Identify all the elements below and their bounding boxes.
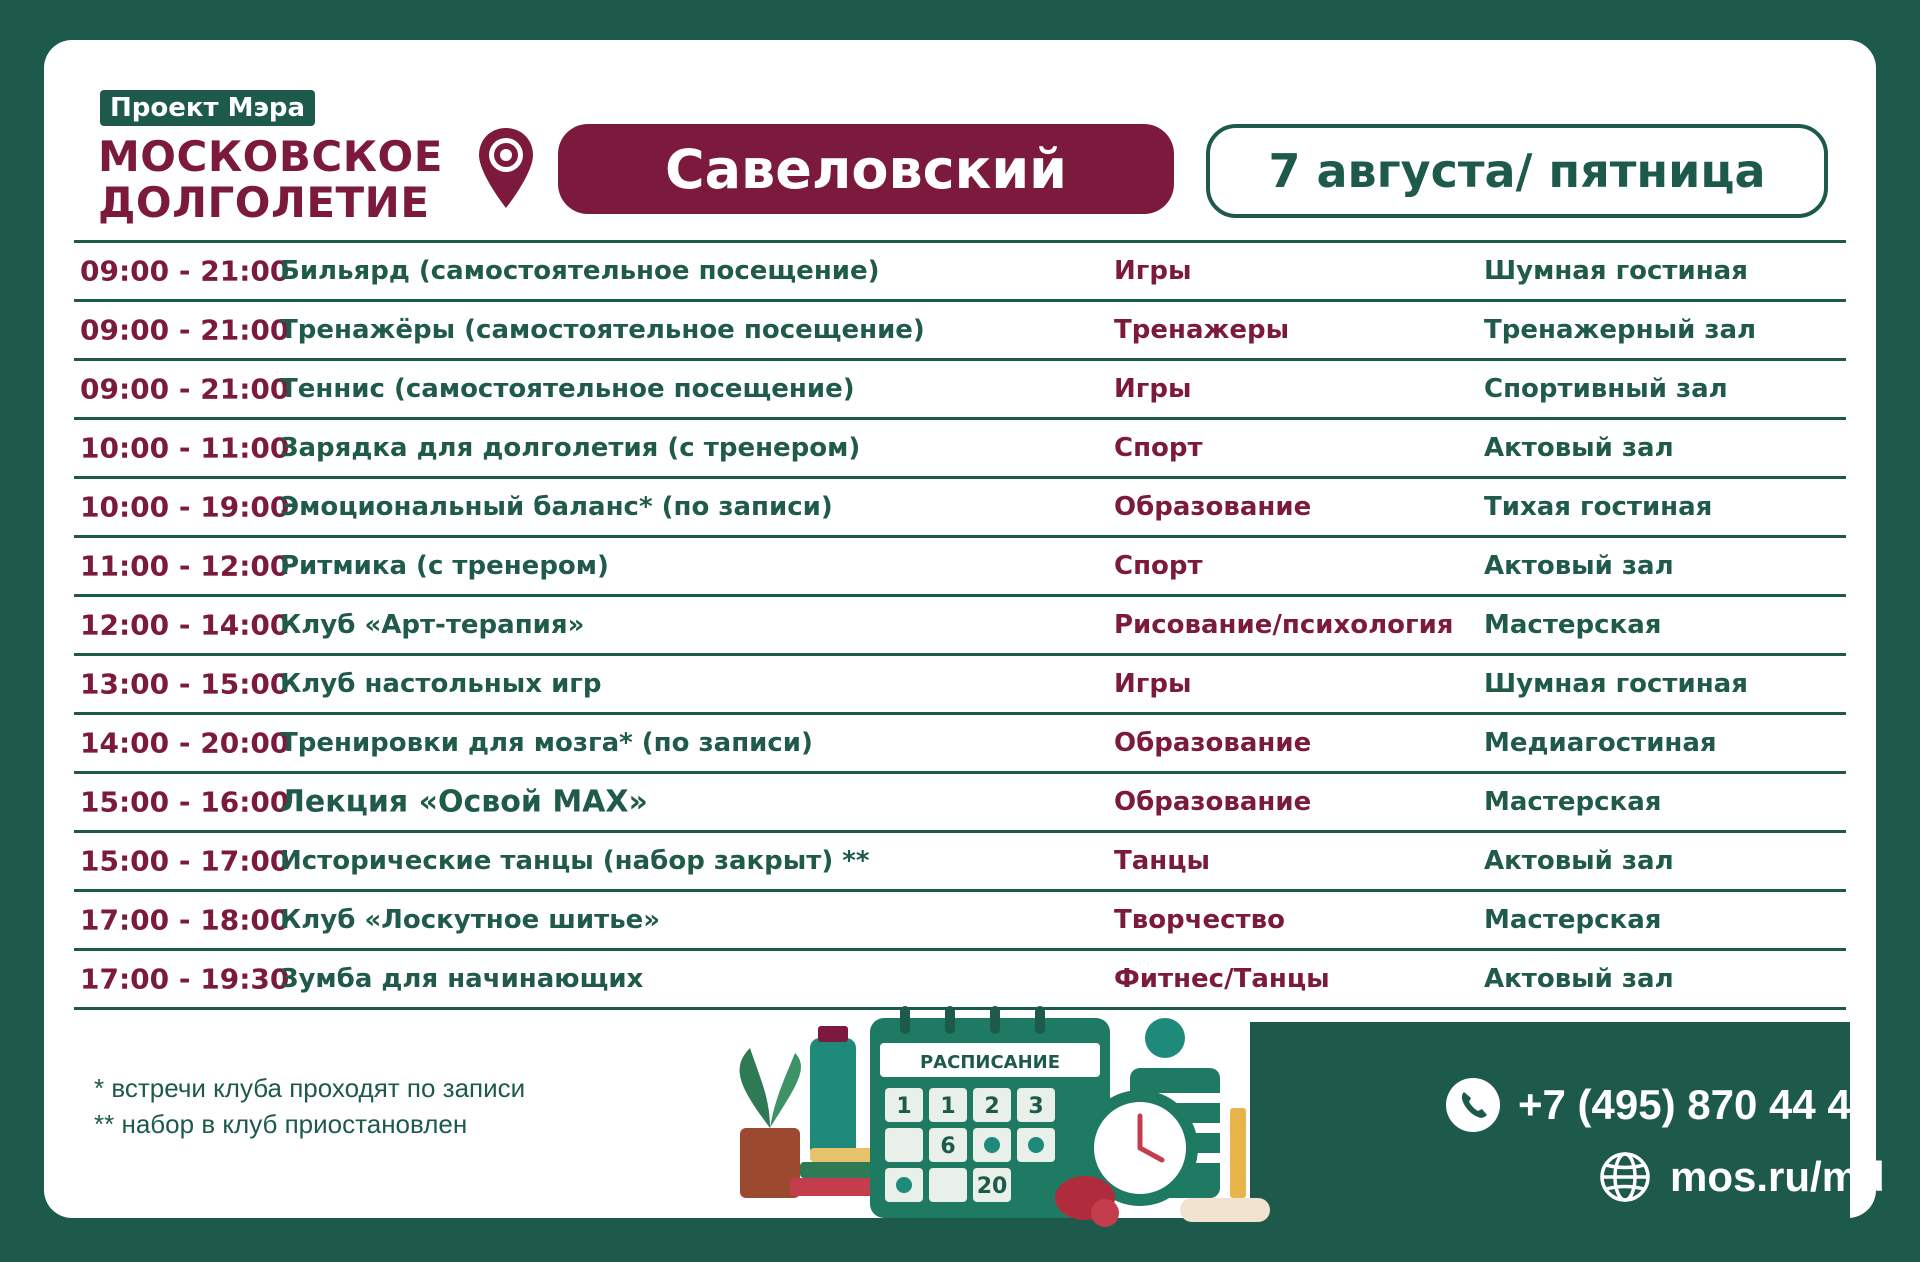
table-row — [74, 417, 1846, 476]
footnotes — [94, 1070, 525, 1142]
category-cell: Спорт — [1114, 433, 1203, 463]
room-cell: Актовый зал — [1484, 846, 1674, 876]
room-cell: Шумная гостиная — [1484, 669, 1748, 699]
schedule-illustration — [700, 998, 1300, 1228]
time-cell: 11:00 - 12:00 — [80, 549, 290, 583]
activity-cell: Эмоциональный баланс* (по записи) — [280, 492, 833, 522]
website-url[interactable]: mos.ru/md — [1670, 1153, 1885, 1200]
room-cell: Тренажерный зал — [1484, 315, 1757, 345]
time-cell: 09:00 - 21:00 — [80, 372, 290, 406]
calendar-cell: 6 — [940, 1134, 956, 1159]
table-row — [74, 712, 1846, 771]
time-cell: 17:00 - 19:30 — [80, 962, 290, 996]
table-row — [74, 299, 1846, 358]
activity-cell: Клуб настольных игр — [280, 669, 602, 699]
logo-line-2: ДОЛГОЛЕТИЕ — [98, 178, 430, 227]
calendar-cell: 20 — [976, 1174, 1008, 1199]
district-title: Савеловский — [558, 124, 1174, 214]
time-cell: 15:00 - 16:00 — [80, 785, 290, 819]
activity-cell: Ритмика (с тренером) — [280, 551, 609, 581]
room-cell: Мастерская — [1484, 905, 1662, 935]
category-cell: Фитнес/Танцы — [1114, 964, 1330, 994]
footnote-1: * встречи клуба проходят по записи — [94, 1073, 526, 1103]
table-row — [74, 240, 1846, 299]
time-cell: 12:00 - 14:00 — [80, 608, 290, 642]
location-pin-icon — [476, 126, 536, 210]
category-cell: Образование — [1114, 492, 1312, 522]
date-label: 7 августа/ пятница — [1206, 124, 1828, 218]
activity-cell: Исторические танцы (набор закрыт) ** — [280, 846, 870, 876]
time-cell: 15:00 - 17:00 — [80, 844, 290, 878]
globe-icon — [1598, 1150, 1652, 1204]
table-row — [74, 889, 1846, 948]
category-cell: Тренажеры — [1114, 315, 1290, 345]
phone-icon — [1446, 1078, 1500, 1132]
calendar-cell: 3 — [1028, 1094, 1044, 1119]
table-row — [74, 594, 1846, 653]
logo-line-1: МОСКОВСКОЕ — [98, 132, 443, 181]
category-cell: Игры — [1114, 669, 1192, 699]
time-cell: 09:00 - 21:00 — [80, 313, 290, 347]
activity-cell: Теннис (самостоятельное посещение) — [280, 374, 855, 404]
table-row — [74, 830, 1846, 889]
room-cell: Мастерская — [1484, 610, 1662, 640]
website-contact[interactable] — [1598, 1150, 1885, 1204]
table-row — [74, 771, 1846, 830]
calendar-cell: 2 — [984, 1094, 1000, 1119]
phone-contact[interactable] — [1446, 1078, 1874, 1132]
activity-cell: Клуб «Лоскутное шитье» — [280, 905, 661, 935]
category-cell: Творчество — [1114, 905, 1285, 935]
category-cell: Танцы — [1114, 846, 1211, 876]
table-row — [74, 535, 1846, 594]
table-row — [74, 653, 1846, 712]
room-cell: Актовый зал — [1484, 964, 1674, 994]
room-cell: Мастерская — [1484, 787, 1662, 817]
room-cell: Медиагостиная — [1484, 728, 1717, 758]
activity-cell: Клуб «Арт-терапия» — [280, 610, 585, 640]
mayor-project-badge: Проект Мэра — [100, 90, 315, 126]
footnote-2: ** набор в клуб приостановлен — [94, 1109, 468, 1139]
category-cell: Рисование/психология — [1114, 610, 1454, 640]
eraser-icon — [1180, 1198, 1270, 1222]
time-cell: 10:00 - 11:00 — [80, 431, 290, 465]
room-cell: Актовый зал — [1484, 551, 1674, 581]
time-cell: 10:00 - 19:00 — [80, 490, 290, 524]
bottle-icon — [810, 1038, 856, 1158]
category-cell: Образование — [1114, 787, 1312, 817]
activity-cell: Зумба для начинающих — [280, 964, 644, 994]
time-cell: 17:00 - 18:00 — [80, 903, 290, 937]
room-cell: Актовый зал — [1484, 433, 1674, 463]
pencil-icon — [1230, 1108, 1246, 1198]
time-cell: 14:00 - 20:00 — [80, 726, 290, 760]
time-cell: 13:00 - 15:00 — [80, 667, 290, 701]
room-cell: Тихая гостиная — [1484, 492, 1713, 522]
table-row — [74, 358, 1846, 417]
category-cell: Образование — [1114, 728, 1312, 758]
calendar-cell: 1 — [940, 1094, 956, 1119]
room-cell: Шумная гостиная — [1484, 256, 1748, 286]
schedule-table — [74, 240, 1846, 1010]
activity-cell: Зарядка для долголетия (с тренером) — [280, 433, 861, 463]
activity-cell: Бильярд (самостоятельное посещение) — [280, 256, 880, 286]
activity-cell: Лекция «Освой MAX» — [280, 784, 648, 820]
time-cell: 09:00 - 21:00 — [80, 254, 290, 288]
room-cell: Спортивный зал — [1484, 374, 1728, 404]
calendar-title: РАСПИСАНИЕ — [919, 1052, 1061, 1073]
activity-cell: Тренировки для мозга* (по записи) — [280, 728, 813, 758]
category-cell: Игры — [1114, 256, 1192, 286]
table-row — [74, 476, 1846, 535]
calendar-cell: 1 — [896, 1094, 912, 1119]
category-cell: Спорт — [1114, 551, 1203, 581]
activity-cell: Тренажёры (самостоятельное посещение) — [280, 315, 925, 345]
category-cell: Игры — [1114, 374, 1192, 404]
phone-number[interactable]: +7 (495) 870 44 44 — [1518, 1081, 1875, 1128]
